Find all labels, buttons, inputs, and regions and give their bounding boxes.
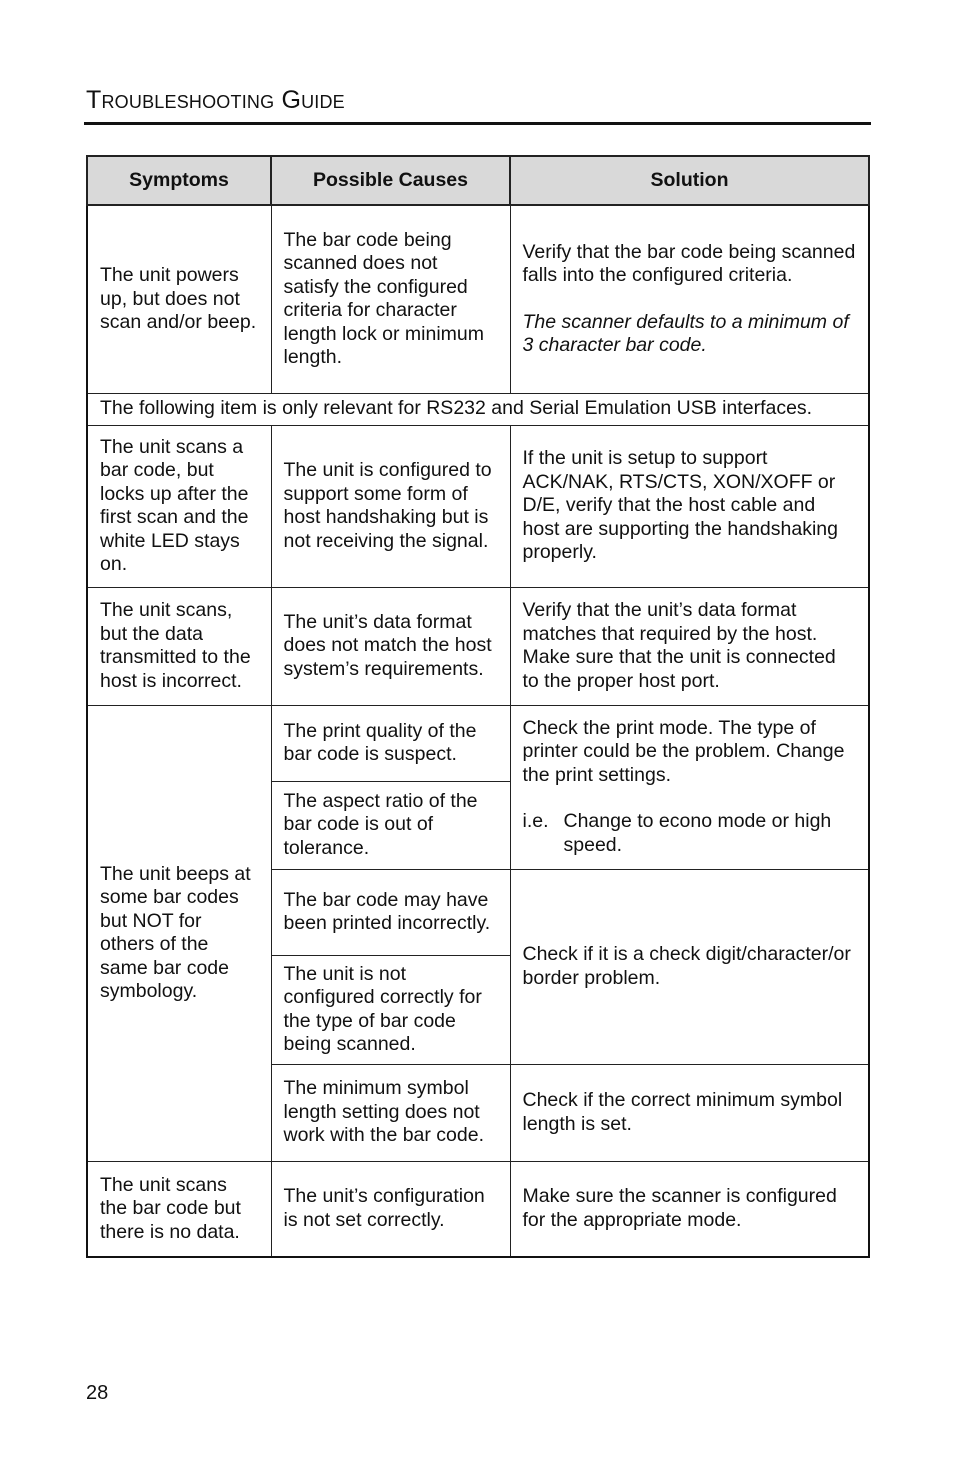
symptom-cell: The unit scans a bar code, but locks up after the first scan and the white LED stays on. bbox=[87, 425, 271, 587]
cause-cell: The unit’s configuration is not set correctly. bbox=[271, 1161, 510, 1257]
table-row bbox=[87, 705, 869, 781]
cause-cell: The unit’s data format does not match the host system’s requirements. bbox=[271, 587, 510, 705]
cause-cell: The unit is configured to support some form of host handshaking but is not receiving the signal. bbox=[271, 425, 510, 587]
solution-cell: Check if the correct minimum symbol length is set. bbox=[510, 1064, 869, 1161]
table-row bbox=[87, 1161, 869, 1257]
header-solution: Solution bbox=[510, 156, 869, 205]
cause-cell: The bar code being scanned does not satisfy the configured criteria for character length lock or minimum length. bbox=[271, 205, 510, 393]
title-divider bbox=[84, 122, 871, 125]
table-row bbox=[87, 587, 869, 705]
symptom-cell: The unit powers up, but does not scan and/or beep. bbox=[87, 205, 271, 393]
table-row bbox=[87, 205, 869, 393]
header-symptoms: Symptoms bbox=[87, 156, 271, 205]
example-label: i.e. bbox=[522, 810, 549, 833]
symptom-cell: The unit scans the bar code but there is no data. bbox=[87, 1161, 271, 1257]
interface-note-row bbox=[87, 393, 869, 425]
solution-cell bbox=[510, 205, 869, 393]
solution-cell: Check if it is a check digit/character/or border problem. bbox=[510, 869, 869, 1064]
symptom-cell: The unit beeps at some bar codes but NOT for others of the same bar code symbology. bbox=[87, 705, 271, 1161]
solution-cell bbox=[510, 705, 869, 869]
cause-cell: The bar code may have been printed incorrectly. bbox=[271, 869, 510, 955]
page-number: 28 bbox=[86, 1382, 109, 1404]
table-header-row bbox=[87, 156, 869, 205]
solution-text: Verify that the bar code being scanned falls into the configured criteria. bbox=[522, 240, 856, 287]
solution-cell: Make sure the scanner is configured for the appropriate mode. bbox=[510, 1161, 869, 1257]
cause-cell: The print quality of the bar code is suspect. bbox=[271, 705, 510, 781]
cause-cell: The minimum symbol length setting does not work with the bar code. bbox=[271, 1064, 510, 1161]
solution-cell: If the unit is setup to support ACK/NAK, RTS/CTS, XON/XOFF or D/E, verify that the host cable and host are supporting the handshaking properly. bbox=[510, 425, 869, 587]
solution-cell: Verify that the unit’s data format matches that required by the host. Make sure that the unit is connected to the proper host port. bbox=[510, 587, 869, 705]
solution-text: Check the print mode. The type of printer could be the problem. Change the print settings. bbox=[522, 716, 845, 786]
solution-note: The scanner defaults to a minimum of 3 character bar code. bbox=[522, 310, 849, 357]
page-title: Troubleshooting Guide bbox=[86, 86, 345, 114]
troubleshooting-table bbox=[86, 155, 870, 1258]
example-text: Change to econo mode or high speed. bbox=[563, 810, 832, 856]
table-row bbox=[87, 425, 869, 587]
cause-cell: The unit is not configured correctly for the type of bar code being scanned. bbox=[271, 955, 510, 1064]
cause-cell: The aspect ratio of the bar code is out of tolerance. bbox=[271, 781, 510, 869]
symptom-cell: The unit scans, but the data transmitted to the host is incorrect. bbox=[87, 587, 271, 705]
solution-example bbox=[523, 810, 857, 857]
interface-note: The following item is only relevant for RS232 and Serial Emulation USB interfaces. bbox=[87, 393, 869, 425]
header-possible-causes: Possible Causes bbox=[271, 156, 510, 205]
